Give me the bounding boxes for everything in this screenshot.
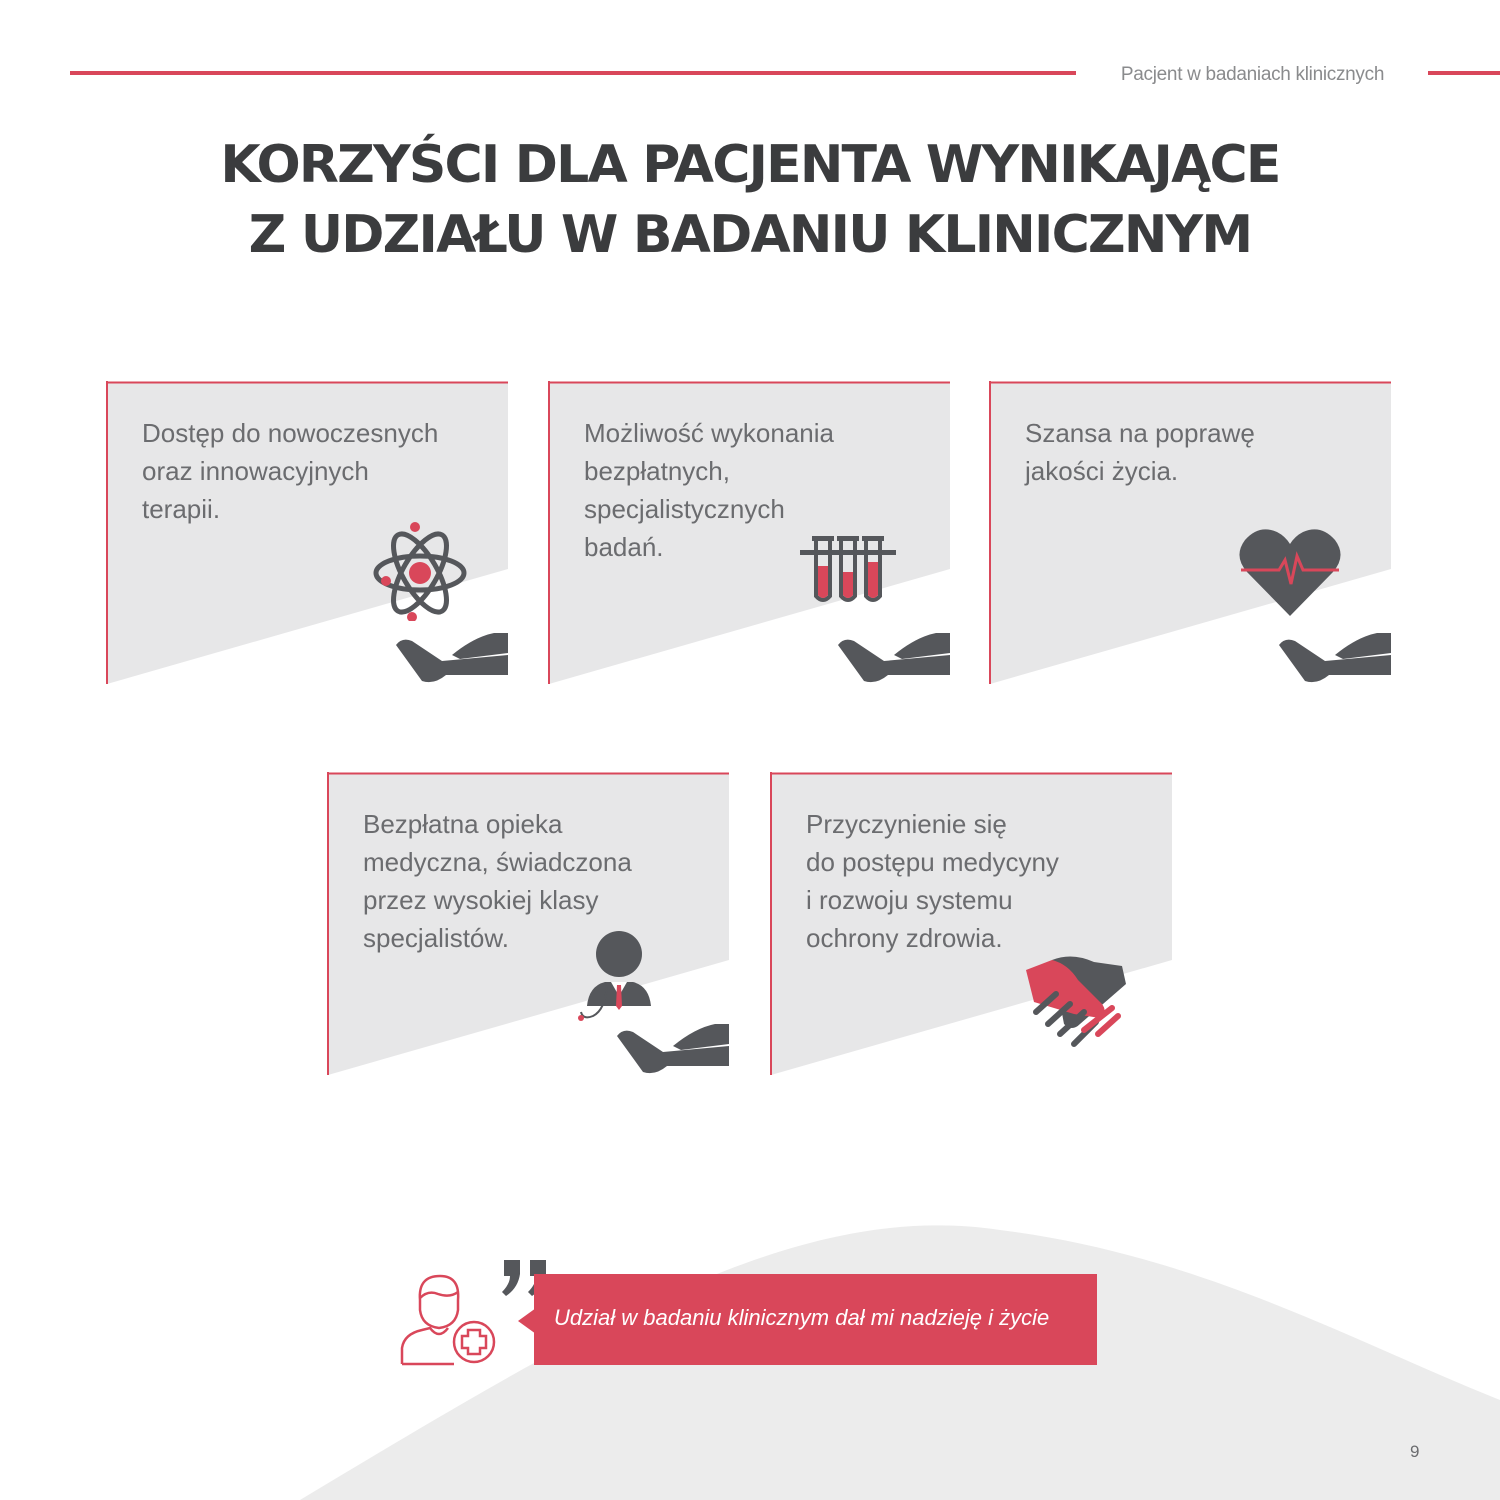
header-rule-left bbox=[70, 71, 1076, 75]
title-line-1: KORZYŚCI DLA PACJENTA WYNIKAJĄCE bbox=[220, 135, 1280, 195]
card-text: Szansa na poprawę jakości życia. bbox=[1025, 418, 1255, 486]
benefit-card-3 bbox=[989, 381, 1391, 684]
doctor-icon bbox=[577, 930, 657, 1026]
handshake-icon bbox=[1022, 952, 1130, 1052]
benefit-card-5 bbox=[770, 772, 1172, 1075]
card-text: Dostęp do nowoczesnych oraz innowacyjnych terapii. bbox=[142, 418, 439, 524]
benefit-card-1 bbox=[106, 381, 508, 684]
open-hand-icon bbox=[836, 631, 950, 686]
title-line-2: Z UDZIAŁU W BADANIU KLINICZNYM bbox=[248, 205, 1252, 265]
quote-text: Udział w badaniu klinicznym dał mi nadzieję i życie bbox=[554, 1305, 1050, 1330]
header-rule-right bbox=[1428, 71, 1500, 75]
benefit-card-4 bbox=[327, 772, 729, 1075]
heart-pulse-icon bbox=[1239, 526, 1341, 618]
benefit-card-2 bbox=[548, 381, 950, 684]
card-text: Możliwość wykonania bezpłatnych, specjalistycznych badań. bbox=[584, 418, 834, 562]
running-title: Pacjent w badaniach klinicznych bbox=[1120, 64, 1385, 85]
open-hand-icon bbox=[615, 1022, 729, 1077]
card-text: Bezpłatna opieka medyczna, świadczona przez wysokiej klasy specjalistów. bbox=[363, 809, 632, 953]
atom-icon bbox=[370, 521, 470, 621]
patient-plus-icon bbox=[398, 1270, 498, 1370]
page-number: 9 bbox=[1410, 1442, 1420, 1461]
test-tubes-icon bbox=[800, 536, 896, 606]
card-text: Przyczynienie się do postępu medycyny i rozwoju systemu ochrony zdrowia. bbox=[806, 809, 1059, 953]
open-hand-icon bbox=[394, 631, 508, 686]
page-title bbox=[100, 130, 1400, 270]
quote-banner bbox=[534, 1274, 1097, 1365]
open-hand-icon bbox=[1277, 631, 1391, 686]
